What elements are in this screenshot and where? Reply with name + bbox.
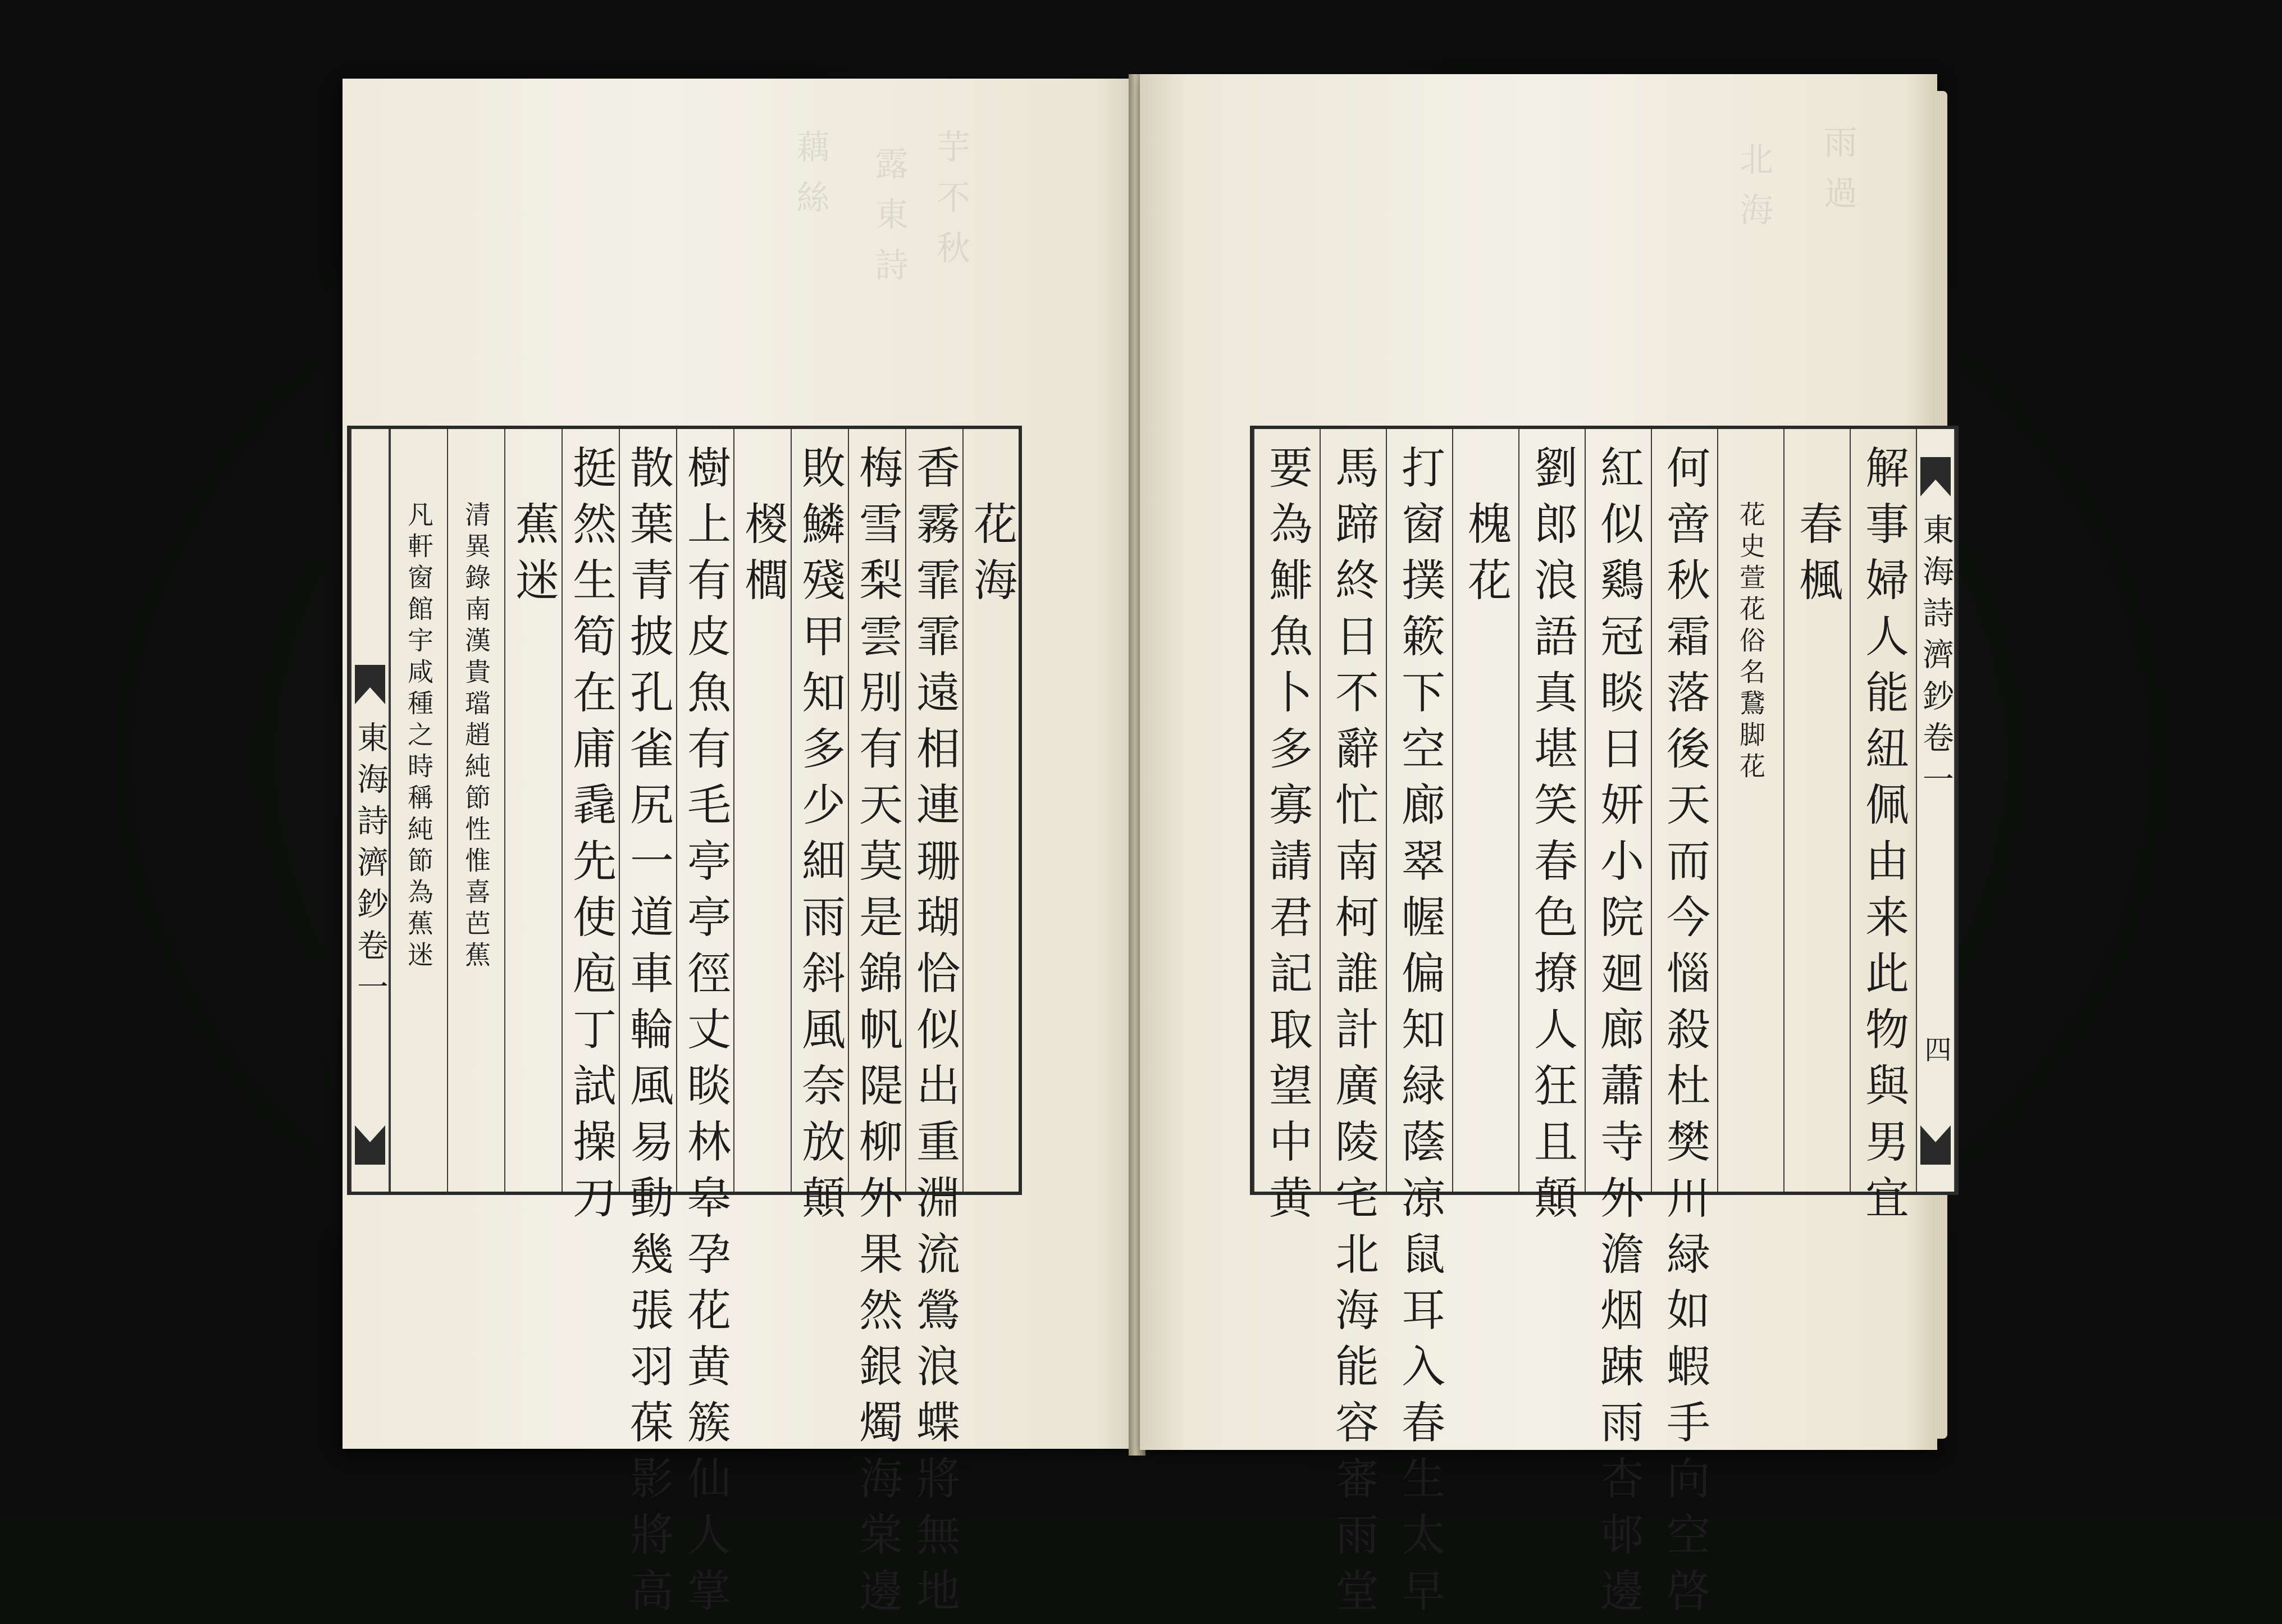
text-column	[962, 429, 1020, 1192]
text-column	[1651, 429, 1717, 1624]
column-text: 要為鯡魚卜多寡請君記取望中黄	[1262, 445, 1312, 1231]
column-text: 梅雪梨雲別有天莫是錦帆隄柳外果然銀燭海棠邊	[852, 445, 902, 1624]
open-book	[331, 66, 1954, 1624]
column-text: 何啻秋霜落後天而今惱殺杜樊川緑如蝦手向空啓	[1659, 445, 1710, 1624]
bleed-through-text: 芋不秋	[931, 129, 970, 281]
folio-number: 四	[1920, 1035, 1951, 1068]
fish-tail-icon	[355, 665, 385, 704]
column-text: 打窗撲簌下空廊翠幄偏知緑蔭凉鼠耳入春生太早	[1394, 445, 1445, 1624]
text-column	[1320, 429, 1386, 1624]
text-column	[562, 429, 619, 1231]
bleed-through-text: 雨過	[1818, 125, 1857, 226]
column-text: 劉郎浪語真堪笑春色撩人狂且顛	[1527, 445, 1577, 1231]
column-text: 凡軒窗館宇咸種之時稱純節為蕉迷	[404, 501, 434, 973]
left-text-frame	[347, 426, 1022, 1624]
column-text: 春楓	[1792, 501, 1842, 613]
column-text: 椶櫚	[737, 501, 788, 613]
text-column	[504, 429, 562, 1192]
fish-tail-icon	[355, 1125, 385, 1165]
column-text: 槐花	[1461, 501, 1511, 613]
text-column	[1386, 429, 1452, 1624]
text-column	[1518, 429, 1585, 1231]
text-column	[1452, 429, 1518, 1192]
text-column	[1253, 429, 1320, 1231]
text-column	[390, 429, 447, 1192]
text-column	[733, 429, 791, 1192]
fish-tail-margin	[350, 429, 390, 1192]
right-text-frame	[1250, 426, 1959, 1624]
column-text: 樹上有皮魚有毛亭亭徑丈睒林皋孕花黄簇仙人掌	[680, 445, 731, 1624]
column-text: 紅似鷄冠睒日妍小院廻廊蕭寺外澹烟踈雨杏邨邊	[1593, 445, 1644, 1624]
column-text: 解事婦人能紐佩由来此物與男宜	[1858, 445, 1909, 1231]
text-column	[1850, 429, 1916, 1231]
column-text: 挺然生筍在庯毳先使庖丁試操刀	[565, 445, 616, 1231]
bleed-through-text: 藕絲	[791, 129, 830, 230]
fish-tail-icon	[1920, 1125, 1951, 1165]
column-text: 蕉迷	[508, 501, 559, 613]
text-column	[619, 429, 676, 1624]
column-text: 花海	[966, 501, 1017, 613]
column-text: 花史萱花俗名鵞脚花	[1736, 501, 1766, 784]
center-label: 東海詩濟鈔卷一	[352, 721, 389, 1012]
text-column	[447, 429, 504, 1192]
column-text: 散葉青披孔雀尻一道車輪風易動幾張羽葆影將高	[623, 445, 673, 1624]
text-column	[1717, 429, 1783, 1192]
fish-tail-margin	[1916, 429, 1955, 1192]
column-text: 敗鱗殘甲知多少細雨斜風奈放顛	[795, 445, 845, 1231]
column-text: 香霧霏霏遠相連珊瑚恰似出重淵流鶯浪蝶將無地	[909, 445, 960, 1624]
bleed-through-text: 露東詩	[869, 146, 909, 298]
text-column	[905, 429, 962, 1624]
column-text: 清異錄南漢貴璫趙純節性惟喜芭蕉	[461, 501, 491, 973]
column-text: 馬蹄終日不辭忙南柯誰計廣陵宅北海能容審雨堂	[1328, 445, 1379, 1624]
text-column	[848, 429, 905, 1624]
center-label: 東海詩濟鈔卷一	[1918, 513, 1954, 804]
bleed-through-text: 北海	[1734, 142, 1773, 243]
text-column	[1585, 429, 1651, 1624]
text-column	[1783, 429, 1850, 1192]
text-column	[676, 429, 733, 1624]
fish-tail-icon	[1920, 457, 1951, 496]
text-column	[791, 429, 848, 1231]
